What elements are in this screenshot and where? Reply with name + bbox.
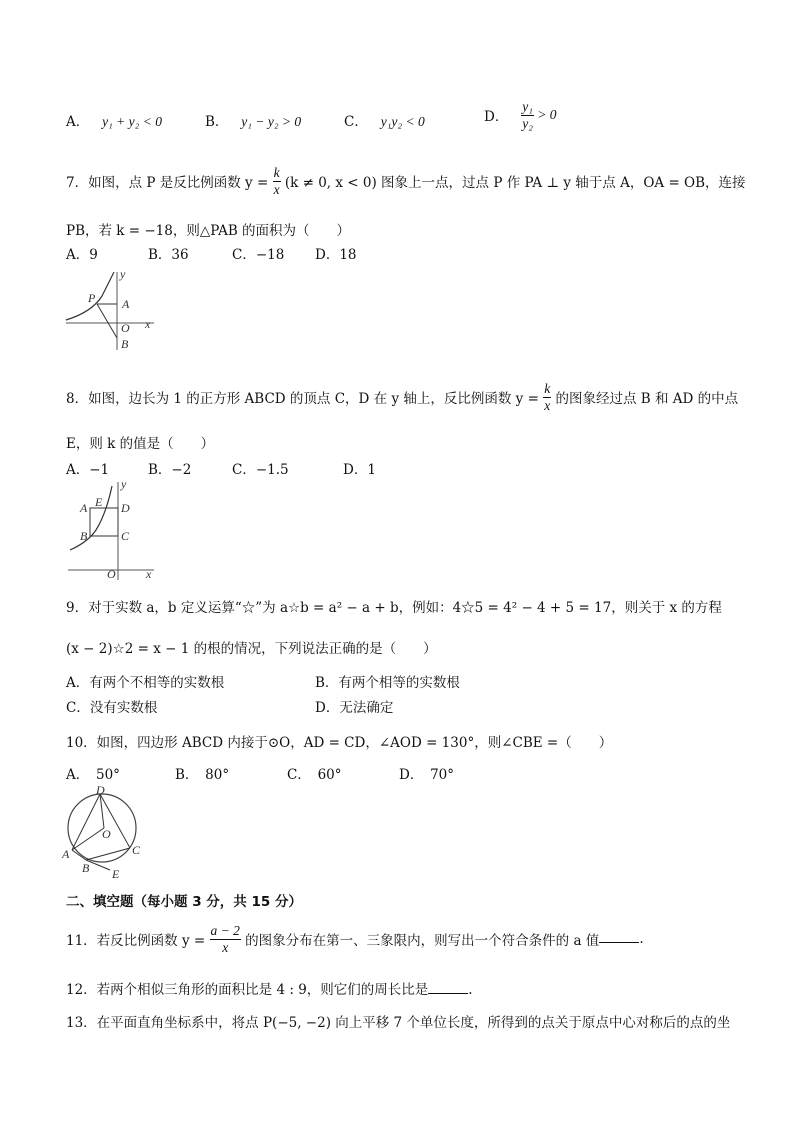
q8-label-d: D <box>121 501 130 515</box>
q7-option-a: A．9 <box>66 247 98 263</box>
q9-option-d: D．无法确定 <box>315 700 394 716</box>
q6-d-fraction: $\frac{\text{y₁}}{\text{y₂}}$ <box>522 99 533 131</box>
q11-answer-blank[interactable] <box>599 930 639 943</box>
q10-label-e: E <box>112 867 120 880</box>
q6-option-c: C． y₁y₂ < 0 <box>344 114 425 130</box>
q9-option-c: C．没有实数根 <box>66 700 158 716</box>
q7-label-p: P <box>88 291 96 305</box>
q8-label-y: y <box>121 478 127 491</box>
q7-label-o: O <box>121 321 130 335</box>
q8-label-o: O <box>107 567 116 581</box>
q8-label-b: B <box>80 529 88 543</box>
q8-figure <box>66 478 158 582</box>
q8-stem-line1: 8．如图，边长为 1 的正方形 ABCD 的顶点 C，D 在 y 轴上，反比例函数 y = $\frac{k}{x}$ 的图象经过点 B 和 AD 的中点 <box>66 381 739 413</box>
section-2-heading: 二、填空题（每小题 3 分，共 15 分） <box>66 894 302 910</box>
q7-label-b: B <box>121 337 129 351</box>
q6-option-d: D． $\frac{\text{y₁}}{\text{y₂}}$ > 0 <box>484 99 557 131</box>
q7-stem-line2: PB，若 k = −18，则△PAB 的面积为（ ） <box>66 223 351 239</box>
q13-stem: 13．在平面直角坐标系中，将点 P(−5, −2) 向上平移 7 个单位长度，所得到的点关于原点中心对称后的点的坐 <box>66 1015 731 1031</box>
q10-option-a: A． 50° <box>66 767 120 783</box>
q8-stem-line2: E，则 k 的值是（ ） <box>66 436 215 452</box>
q11-stem: 11．若反比例函数 y = $\frac{a - 2}{x}$ 的图象分布在第一、三象限内，则写出一个符合条件的 a 值 . <box>66 923 644 955</box>
q8-label-c: C <box>121 529 130 543</box>
q9-stem-line2: (x − 2)☆2 = x − 1 的根的情况，下列说法正确的是（ ） <box>66 641 437 657</box>
q10-label-b: B <box>82 861 90 875</box>
q10-label-d: D <box>96 784 105 797</box>
q10-figure <box>60 784 150 880</box>
q8-label-e: E <box>95 495 103 509</box>
q8-option-c: C．−1.5 <box>232 462 289 478</box>
q7-label-y: y <box>120 267 126 281</box>
q12-stem: 12．若两个相似三角形的面积比是 4 : 9，则它们的周长比是 . <box>66 982 473 998</box>
q7-option-c: C．−18 <box>232 247 285 263</box>
q10-label-c: C <box>132 843 141 857</box>
q9-stem-line1: 9．对于实数 a，b 定义运算“☆”为 a☆b = a² − a + b，例如：4☆5 = 4² − 4 + 5 = 17，则关于 x 的方程 <box>66 600 722 616</box>
q6-option-b: B． y₁ − y₂ > 0 <box>205 114 302 130</box>
q7-option-d: D．18 <box>315 247 357 263</box>
q7-label-x: x <box>145 317 151 331</box>
q8-label-x: x <box>146 567 152 581</box>
q10-option-b: B． 80° <box>175 767 230 783</box>
q7-option-b: B．36 <box>148 247 189 263</box>
q10-stem: 10．如图，四边形 ABCD 内接于⊙O，AD = CD，∠AOD = 130°，则∠CBE =（ ） <box>66 735 613 751</box>
q10-label-a: A <box>62 847 70 861</box>
q8-label-a: A <box>80 501 88 515</box>
q6-option-a: A． y₁ + y₂ < 0 <box>66 114 162 130</box>
q7-stem-line1: 7．如图，点 P 是反比例函数 y = $\frac{k}{x}$ (k ≠ 0, x < 0) 图象上一点，过点 P 作 PA ⊥ y 轴于点 A，OA = OB，连接 <box>66 165 746 197</box>
q12-answer-blank[interactable] <box>428 981 468 994</box>
q10-label-o: O <box>102 827 111 841</box>
q8-option-b: B．−2 <box>148 462 192 478</box>
q10-option-d: D． 70° <box>399 767 455 783</box>
q10-option-c: C． 60° <box>287 767 342 783</box>
q9-option-b: B．有两个相等的实数根 <box>315 675 460 691</box>
q7-label-a: A <box>122 297 130 311</box>
q9-option-a: A．有两个不相等的实数根 <box>66 675 225 691</box>
q8-option-a: A．−1 <box>66 462 110 478</box>
q8-option-d: D．1 <box>343 462 376 478</box>
q7-figure <box>62 266 162 354</box>
